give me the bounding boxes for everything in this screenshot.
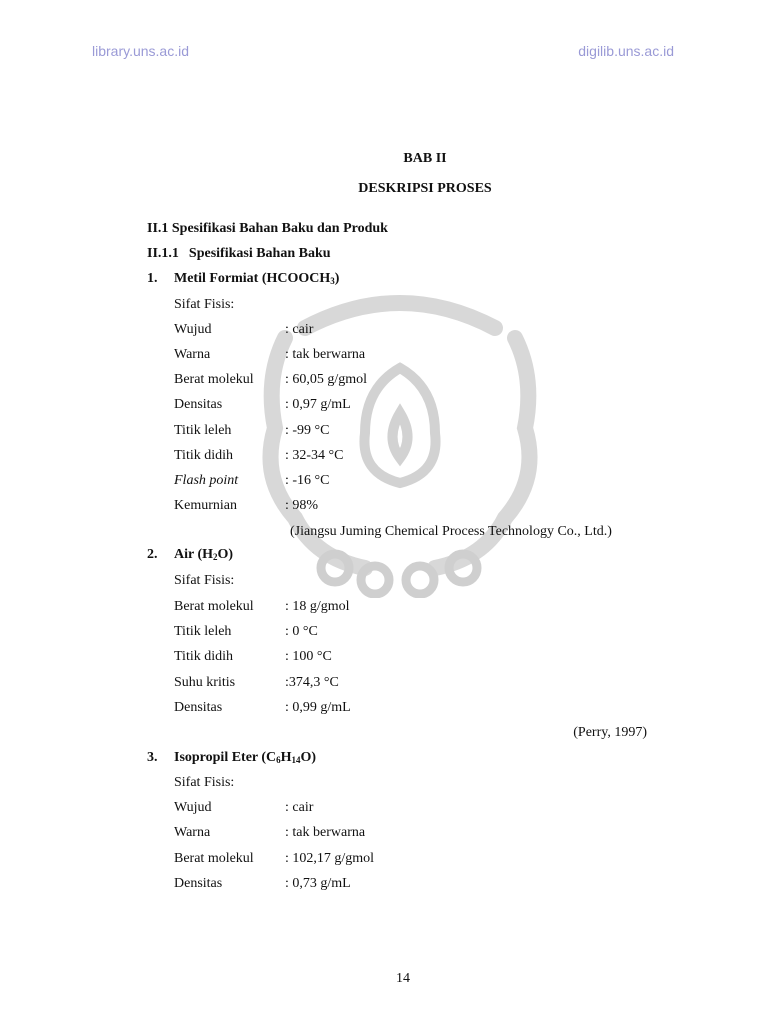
property-value: :374,3 °C [285, 675, 339, 690]
property-row [174, 498, 318, 516]
sifat-label: Sifat Fisis: [174, 297, 235, 312]
formula-subscript: 14 [291, 755, 301, 765]
property-row [174, 851, 374, 869]
property-key: Densitas [174, 876, 223, 891]
property-value: : 100 °C [285, 649, 332, 664]
property-value: : 98% [285, 498, 319, 513]
property-value: : 102,17 g/gmol [285, 851, 375, 866]
property-row [174, 876, 351, 894]
property-row [174, 800, 313, 818]
property-key: Warna [174, 347, 211, 362]
property-row [174, 700, 351, 718]
property-key: Titik didih [174, 448, 234, 463]
property-value: : 18 g/gmol [285, 599, 350, 614]
item-heading-isopropil-eter [147, 750, 316, 766]
chapter-title: DESKRIPSI PROSES [358, 181, 492, 196]
property-key: Flash point [174, 473, 239, 488]
page-number: 14 [396, 971, 410, 986]
item-number: 1. [147, 271, 158, 286]
item-name-mid: H [280, 750, 292, 765]
header-right-link[interactable]: digilib.uns.ac.id [578, 43, 674, 59]
property-row [174, 649, 332, 667]
property-key: Wujud [174, 800, 212, 815]
section-heading: II.1 Spesifikasi Bahan Baku dan Produk [147, 221, 388, 236]
property-value: : cair [285, 322, 314, 337]
property-key: Berat molekul [174, 599, 254, 614]
item-heading-air [147, 547, 233, 563]
subsection-number: II.1.1 [147, 246, 179, 261]
formula-subscript: 6 [276, 755, 281, 765]
property-key: Densitas [174, 397, 223, 412]
property-row [174, 397, 351, 415]
property-row [174, 372, 367, 390]
item-heading-metil-formiat [147, 271, 339, 287]
property-row [174, 423, 330, 441]
sifat-label: Sifat Fisis: [174, 573, 235, 588]
property-row [174, 624, 318, 642]
subsection-title: Spesifikasi Bahan Baku [188, 246, 331, 261]
property-row [174, 599, 350, 617]
property-row [174, 322, 313, 340]
item-name: Isopropil Eter (C [174, 750, 277, 765]
header-left-link[interactable]: library.uns.ac.id [92, 43, 190, 59]
property-row [174, 675, 339, 693]
property-key: Wujud [174, 322, 212, 337]
property-value: : 60,05 g/gmol [285, 372, 368, 387]
property-key: Titik didih [174, 649, 234, 664]
property-key: Berat molekul [174, 372, 254, 387]
property-key: Kemurnian [174, 498, 237, 513]
chapter-number: BAB II [403, 151, 447, 166]
property-key: Berat molekul [174, 851, 254, 866]
property-row [174, 448, 344, 466]
property-value: : 0,73 g/mL [285, 876, 351, 891]
formula-subscript: 3 [330, 276, 335, 286]
property-row [174, 825, 365, 843]
property-row [174, 347, 365, 365]
property-value: : -99 °C [285, 423, 330, 438]
property-key: Warna [174, 825, 211, 840]
property-value: : 0,97 g/mL [285, 397, 351, 412]
property-value: : cair [285, 800, 314, 815]
subsection-heading [147, 246, 331, 262]
item-name-end: O) [217, 547, 234, 562]
property-value: : -16 °C [285, 473, 330, 488]
source-citation: (Perry, 1997) [573, 725, 647, 740]
property-key: Titik leleh [174, 624, 232, 639]
item-number: 2. [147, 547, 158, 562]
item-name: Metil Formiat (HCOOCH [174, 271, 331, 286]
formula-subscript: 2 [213, 552, 218, 562]
property-value: : tak berwarna [285, 825, 366, 840]
item-name: Air (H [174, 547, 214, 562]
property-value: : 0,99 g/mL [285, 700, 351, 715]
item-number: 3. [147, 750, 158, 765]
item-name-end: O) [300, 750, 317, 765]
item-name-end: ) [334, 271, 340, 286]
property-row [174, 473, 330, 491]
property-key: Densitas [174, 700, 223, 715]
property-key: Titik leleh [174, 423, 232, 438]
property-value: : 32-34 °C [285, 448, 344, 463]
property-key: Suhu kritis [174, 675, 236, 690]
property-value: : tak berwarna [285, 347, 366, 362]
source-citation: (Jiangsu Juming Chemical Process Technology Co., Ltd.) [290, 524, 612, 539]
sifat-label: Sifat Fisis: [174, 775, 235, 790]
property-value: : 0 °C [285, 624, 318, 639]
